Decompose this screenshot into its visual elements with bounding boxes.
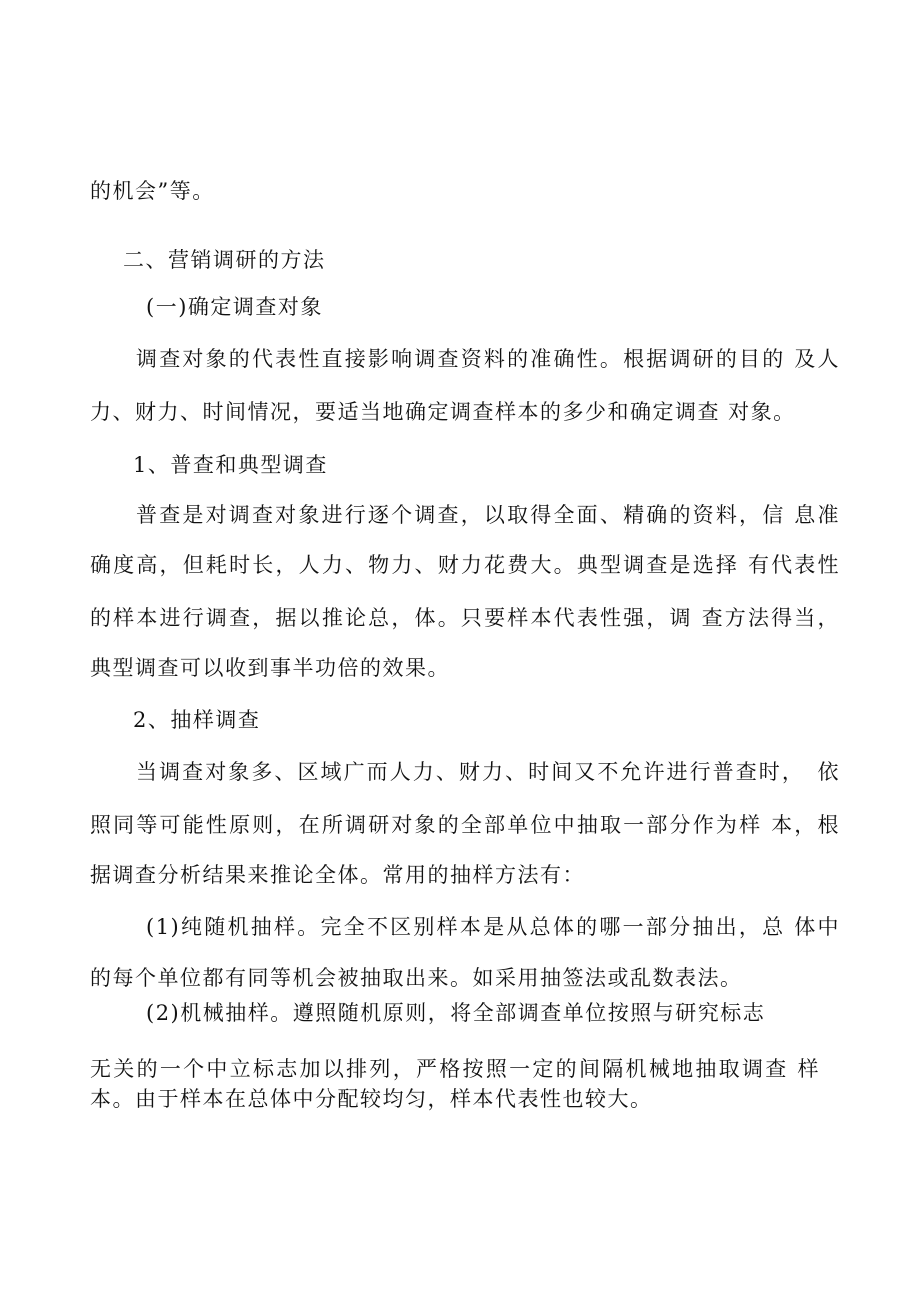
paragraph-line: 力、财力、时间情况，要适当地确定调查样本的多少和确定调查 对象。 bbox=[90, 400, 796, 424]
paragraph-line: 的样本进行调查，据以推论总，体。只要样本代表性强，调 查方法得当， bbox=[90, 606, 840, 630]
paragraph-line: 据调查分析结果来推论全体。常用的抽样方法有： bbox=[90, 863, 585, 887]
paragraph-line: 调查对象的代表性直接影响调查资料的准确性。根据调研的目的 及人 bbox=[136, 347, 840, 371]
list-item-line: (1)纯随机抽样。完全不区别样本是从总体的哪一部分抽出，总 体中 bbox=[146, 915, 840, 939]
paragraph-line: 无关的一个中立标志加以排列，严格按照一定的间隔机械地抽取调查 样 bbox=[90, 1057, 820, 1081]
list-item-line: (2)机械抽样。遵照随机原则，将全部调查单位按照与研究标志 bbox=[146, 1001, 766, 1025]
section-heading: 二、营销调研的方法 bbox=[123, 248, 326, 272]
paragraph-line: 典型调查可以收到事半功倍的效果。 bbox=[90, 656, 450, 680]
item-heading-census: 1、普查和典型调查 bbox=[133, 453, 328, 477]
paragraph-line: 照同等可能性原则，在所调研对象的全部单位中抽取一部分作为样 本，根 bbox=[90, 813, 840, 837]
subsection-heading: (一)确定调查对象 bbox=[146, 295, 323, 319]
paragraph-line: 确度高，但耗时长，人力、物力、财力花费大。典型调查是选择 有代表性 bbox=[90, 553, 840, 577]
paragraph-line: 本。由于样本在总体中分配较均匀，样本代表性也较大。 bbox=[90, 1087, 653, 1111]
paragraph-line: 当调查对象多、区域广而人力、财力、时间又不允许进行普查时， 依 bbox=[136, 760, 840, 784]
item-heading-sampling: 2、抽样调查 bbox=[133, 708, 261, 732]
text-line-1: 的机会”等。 bbox=[90, 179, 215, 203]
paragraph-line: 普查是对调查对象进行逐个调查，以取得全面、精确的资料，信 息准 bbox=[136, 503, 840, 527]
list-item-line: 的每个单位都有同等机会被抽取出来。如采用抽签法或乱数表法。 bbox=[90, 966, 743, 990]
